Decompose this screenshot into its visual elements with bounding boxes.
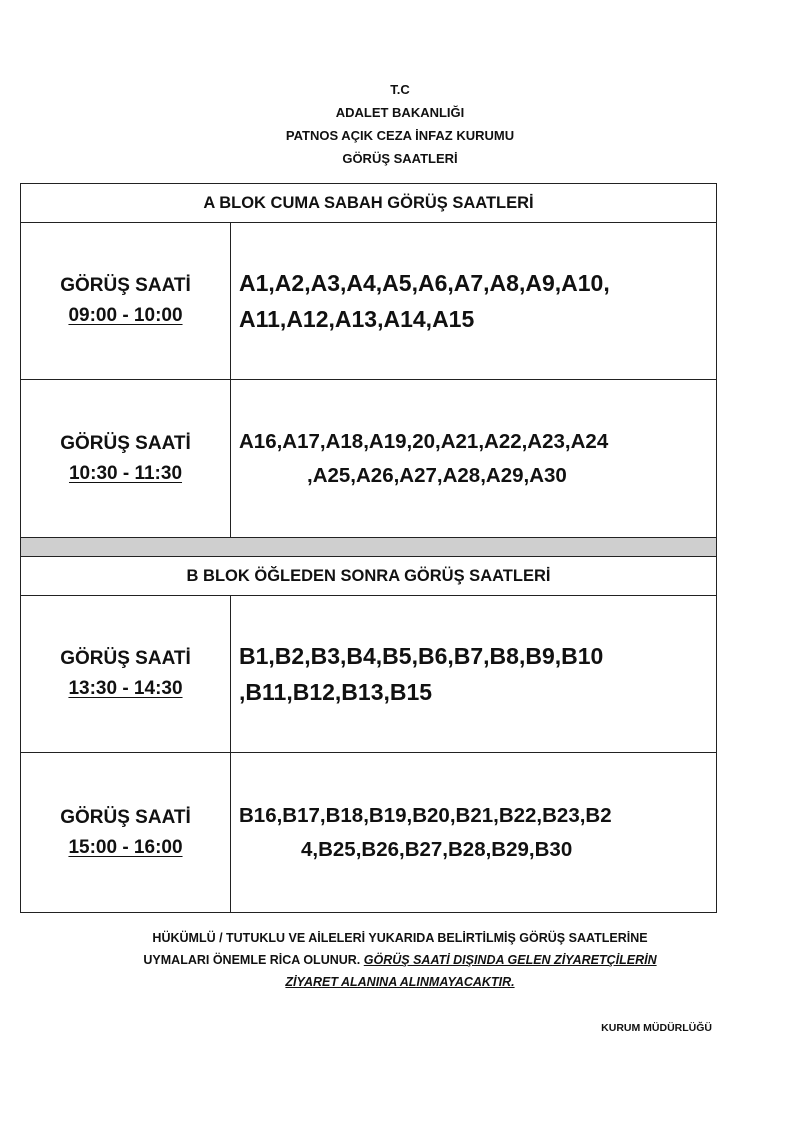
- codes-line: ,B11,B12,B13,B15: [239, 678, 433, 705]
- notice-emphasis: ZİYARET ALANINA ALINMAYACAKTIR.: [285, 975, 515, 989]
- time-cell: [21, 595, 231, 752]
- block-b-table: [20, 556, 717, 913]
- document-header: [0, 78, 800, 170]
- table-row: [21, 753, 716, 912]
- time-label: GÖRÜŞ SAATİ: [60, 647, 191, 669]
- time-range: 15:00 - 16:00: [68, 836, 183, 858]
- time-range: 13:30 - 14:30: [68, 677, 183, 699]
- codes-line: B1,B2,B3,B4,B5,B6,B7,B8,B9,B10: [239, 642, 604, 669]
- header-tc: T.C: [390, 82, 410, 97]
- block-a-title: A BLOK CUMA SABAH GÖRÜŞ SAATLERİ: [21, 184, 716, 223]
- time-cell: [21, 753, 231, 912]
- block-separator: [20, 538, 717, 556]
- codes-cell: [239, 380, 710, 537]
- time-label: GÖRÜŞ SAATİ: [60, 432, 191, 454]
- notice-line: [30, 971, 770, 993]
- notice-emphasis: GÖRÜŞ SAATİ DIŞINDA GELEN ZİYARETÇİLERİN: [363, 953, 657, 967]
- codes-cell: [239, 595, 710, 752]
- time-range: 10:30 - 11:30: [68, 462, 183, 484]
- notice-line: [30, 949, 770, 971]
- header-ministry: ADALET BAKANLIĞI: [335, 105, 465, 120]
- codes-cell: [239, 753, 710, 912]
- block-a-table: [20, 183, 717, 538]
- notice-line: HÜKÜMLÜ / TUTUKLU VE AİLELERİ YUKARIDA BELİRTİLMİŞ GÖRÜŞ SAATLERİNE: [152, 931, 648, 945]
- table-row: [21, 595, 716, 753]
- block-b-title: B BLOK ÖĞLEDEN SONRA GÖRÜŞ SAATLERİ: [21, 557, 716, 596]
- notice-plain-text: UYMALARI ÖNEMLE RİCA OLUNUR.: [143, 953, 361, 967]
- time-cell: [21, 380, 231, 537]
- codes-line: A16,A17,A18,A19,20,A21,A22,A23,A24: [239, 429, 609, 453]
- time-label: GÖRÜŞ SAATİ: [60, 806, 191, 828]
- codes-line: A1,A2,A3,A4,A5,A6,A7,A8,A9,A10,: [239, 269, 610, 296]
- time-cell: [21, 222, 231, 379]
- codes-line: ,A25,A26,A27,A28,A29,A30: [307, 463, 567, 487]
- codes-cell: [239, 222, 710, 379]
- time-label: GÖRÜŞ SAATİ: [60, 274, 191, 296]
- table-row: [21, 380, 716, 537]
- codes-line: B16,B17,B18,B19,B20,B21,B22,B23,B2: [239, 803, 612, 827]
- time-range: 09:00 - 10:00: [68, 304, 183, 326]
- visitor-notice: [30, 927, 770, 993]
- signature: KURUM MÜDÜRLÜĞÜ: [601, 1022, 712, 1034]
- table-row: [21, 222, 716, 380]
- codes-line: A11,A12,A13,A14,A15: [239, 305, 475, 332]
- codes-line: 4,B25,B26,B27,B28,B29,B30: [301, 837, 573, 861]
- header-institution: PATNOS AÇIK CEZA İNFAZ KURUMU: [285, 128, 515, 143]
- header-title: GÖRÜŞ SAATLERİ: [342, 151, 458, 166]
